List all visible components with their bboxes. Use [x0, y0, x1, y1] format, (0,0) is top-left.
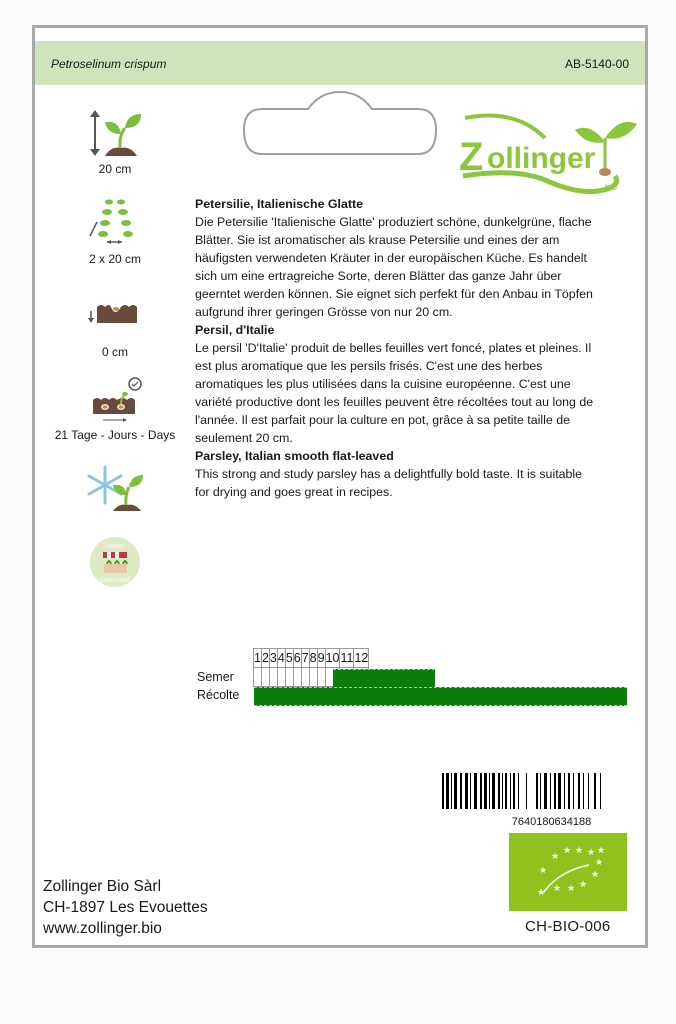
svg-text:★: ★ [591, 870, 600, 880]
svg-text:bio: bio [605, 182, 618, 192]
harvest-period-bar [254, 687, 627, 706]
sow-row-label: Semer [197, 670, 234, 684]
month-cell: 5 [285, 649, 293, 668]
month-cell: 9 [317, 649, 325, 668]
month-cell: 12 [354, 649, 369, 668]
zollinger-bio-logo [455, 98, 640, 208]
svg-text:URBAN: URBAN [106, 544, 124, 550]
description-title-fr: Persil, d'Italie [195, 323, 275, 337]
bio-certification-code: CH-BIO-006 [525, 918, 611, 935]
company-name: Zollinger Bio Sàrl [43, 878, 162, 895]
svg-text:★: ★ [567, 884, 576, 894]
harvest-row-label: Récolte [197, 688, 240, 702]
svg-text:★: ★ [539, 866, 548, 876]
svg-text:Z: Z [459, 135, 484, 179]
description-title-de: Petersilie, Italienische Glatte [195, 197, 364, 211]
month-cell: 11 [340, 649, 354, 668]
company-city: CH-1897 Les Evouettes [43, 899, 208, 916]
description-body-en: This strong and study parsley has a delightfully bold taste. It is suitable for drying and goes great in recipes. [195, 467, 583, 499]
variety-descriptions [195, 195, 595, 501]
germination-time-block [35, 376, 195, 442]
urban-gardening-block [35, 536, 195, 588]
month-cell: 8 [309, 649, 317, 668]
frost-hardy-plant-icon [85, 463, 145, 515]
description-title-en: Parsley, Italian smooth flat-leaved [195, 449, 394, 463]
eu-organic-leaf-icon [509, 833, 627, 911]
month-cell: 7 [301, 649, 309, 668]
plant-height-icon [85, 108, 145, 158]
seed-packet-back [32, 25, 648, 948]
svg-text:★: ★ [575, 846, 584, 856]
svg-text:★: ★ [597, 846, 606, 856]
month-cell: 2 [261, 649, 269, 668]
latin-name: Petroselinum crispum [51, 57, 167, 71]
article-code: AB-5140-00 [564, 57, 629, 71]
company-address [43, 876, 208, 939]
barcode-number: 7640180634188 [511, 816, 592, 828]
svg-text:★: ★ [587, 848, 596, 858]
sowing-depth-icon [85, 293, 145, 333]
germination-time-label: 21 Tage - Jours - Days [54, 428, 176, 442]
germination-time-icon [83, 376, 147, 424]
month-cell: 1 [254, 649, 262, 668]
sowing-depth-label: 0 cm [101, 345, 128, 359]
plant-spacing-block [35, 196, 195, 266]
svg-text:GARDENING: GARDENING [99, 578, 131, 584]
svg-text:★: ★ [563, 846, 572, 856]
header-band [35, 41, 645, 85]
hanger-hole-outline [240, 90, 440, 158]
plant-spacing-icon [85, 196, 145, 248]
svg-text:★: ★ [579, 880, 588, 890]
frost-hardy-block [35, 463, 195, 515]
eu-organic-logo [509, 833, 627, 911]
month-cell: 3 [269, 649, 277, 668]
logo-wordmark: ollinger [487, 142, 596, 175]
svg-text:★: ★ [537, 888, 546, 898]
svg-text:★: ★ [595, 858, 604, 868]
month-cell: 6 [293, 649, 301, 668]
svg-text:★: ★ [553, 884, 562, 894]
barcode-bars [440, 773, 625, 809]
plant-spacing-label: 2 x 20 cm [88, 252, 142, 266]
sowing-depth-block [35, 293, 195, 359]
sow-period-bar [333, 669, 435, 688]
month-cell: 4 [277, 649, 285, 668]
month-cell: 10 [325, 649, 340, 668]
svg-text:★: ★ [551, 852, 560, 862]
company-website[interactable]: www.zollinger.bio [43, 920, 162, 937]
calendar-month-row [254, 649, 369, 668]
urban-gardening-badge-icon [89, 536, 141, 588]
plant-height-label: 20 cm [98, 162, 132, 176]
barcode [440, 773, 625, 828]
plant-height-block [35, 108, 195, 176]
description-body-fr: Le persil 'D'Italie' produit de belles feuilles vert foncé, plates et pleines. Il est plus aromatique que les persils frisés. C'est une des herbes aromatiques les plus utilisées dans la cuisine européenne. C'est une variété productive dont les feuilles peuvent être récoltées tout au long de l'année. Il est parfait pour la culture en pot, grâce à sa petite taille de seulement 20 cm. [195, 341, 594, 445]
description-body-de: Die Petersilie 'Italienische Glatte' produziert schöne, dunkelgrüne, flache Blätter. Sie ist aromatischer als krause Petersilie und eines der am häufigsten verwendeten Kräuter in der europäischen Küche. Es handelt sich um eine ertragreiche Sorte, deren Blätter das ganze Jahr über geerntet werden können. Sie eignet sich perfekt für den Anbau in Töpfen aufgrund ihrer geringen Grösse von nur 20 cm. [195, 215, 593, 319]
